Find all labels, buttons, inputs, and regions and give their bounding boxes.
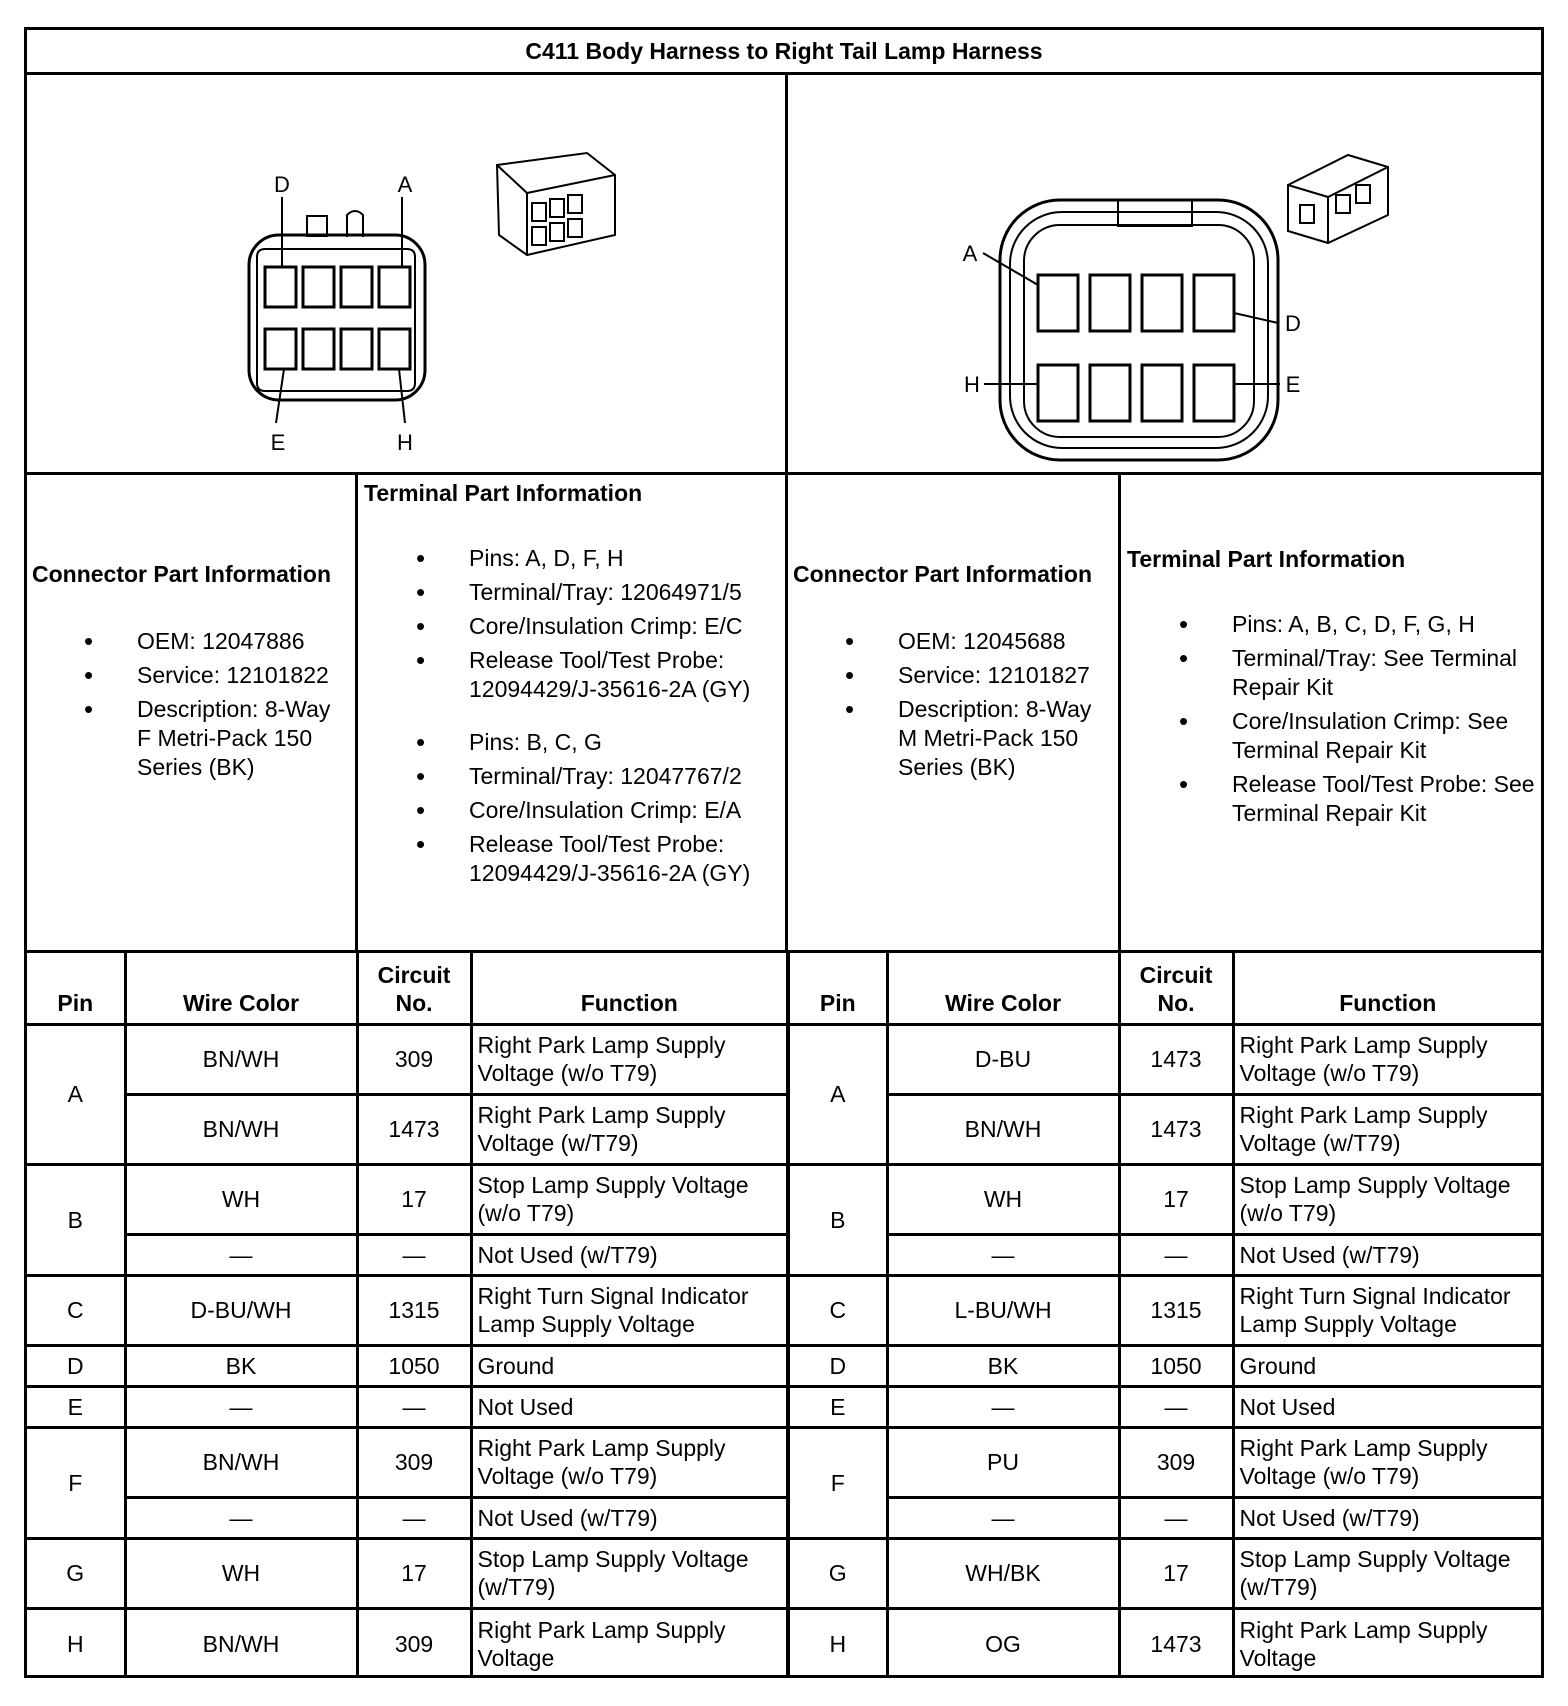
wire-color-cell: BK bbox=[887, 1345, 1119, 1386]
table-header-row bbox=[27, 953, 1541, 1024]
pin-cell: D bbox=[27, 1345, 125, 1386]
pin-cell: C bbox=[788, 1275, 887, 1345]
pin-cell: H bbox=[788, 1608, 887, 1678]
pin-label-h: H bbox=[397, 430, 413, 455]
wire-color-cell: BK bbox=[125, 1345, 357, 1386]
list-item: • Release Tool/Test Probe: 12094429/J-35616-2A (GY) bbox=[364, 830, 779, 888]
header-function: Function bbox=[1233, 953, 1541, 1024]
pin-label-d: D bbox=[274, 172, 290, 197]
function-cell: Right Park Lamp Supply Voltage (w/o T79) bbox=[471, 1427, 788, 1497]
wire-color-cell: PU bbox=[887, 1427, 1119, 1497]
wire-color-cell: L-BU/WH bbox=[887, 1275, 1119, 1345]
function-cell: Ground bbox=[471, 1345, 788, 1386]
circuit-cell: 1473 bbox=[1119, 1094, 1233, 1164]
function-cell: Not Used (w/T79) bbox=[471, 1234, 788, 1275]
pin-cell: C bbox=[27, 1275, 125, 1345]
function-cell: Right Park Lamp Supply Voltage (w/T79) bbox=[1233, 1094, 1541, 1164]
pin-label-a: A bbox=[962, 241, 978, 266]
pin-cell: E bbox=[27, 1386, 125, 1427]
wire-color-cell: — bbox=[125, 1234, 357, 1275]
function-cell: Not Used bbox=[1233, 1386, 1541, 1427]
circuit-cell: 309 bbox=[1119, 1427, 1233, 1497]
pin-label-e: E bbox=[1285, 372, 1301, 397]
wire-color-cell: OG bbox=[887, 1608, 1119, 1678]
function-cell: Not Used (w/T79) bbox=[471, 1497, 788, 1538]
circuit-cell: — bbox=[1119, 1234, 1233, 1275]
wire-color-cell: WH bbox=[887, 1164, 1119, 1234]
list-item: • OEM: 12045688 bbox=[793, 627, 1112, 656]
function-cell: Right Park Lamp Supply Voltage (w/o T79) bbox=[471, 1024, 788, 1094]
left-connector-diagram bbox=[27, 75, 788, 472]
circuit-cell: 1050 bbox=[357, 1345, 471, 1386]
wire-color-cell: BN/WH bbox=[887, 1094, 1119, 1164]
function-cell: Not Used (w/T79) bbox=[1233, 1497, 1541, 1538]
header-function: Function bbox=[471, 953, 788, 1024]
pin-cell: A bbox=[27, 1024, 125, 1164]
table-row bbox=[27, 1234, 1541, 1275]
wire-color-cell: — bbox=[125, 1497, 357, 1538]
function-cell: Right Turn Signal Indicator Lamp Supply Voltage bbox=[1233, 1275, 1541, 1345]
header-pin: Pin bbox=[27, 953, 125, 1024]
table-row bbox=[27, 1024, 1541, 1094]
pin-cell: A bbox=[788, 1024, 887, 1164]
list-item: • Core/Insulation Crimp: E/C bbox=[364, 612, 779, 641]
wire-color-cell: — bbox=[887, 1386, 1119, 1427]
list-item: • Terminal/Tray: 12047767/2 bbox=[364, 762, 779, 791]
pin-cell: E bbox=[788, 1386, 887, 1427]
circuit-cell: 309 bbox=[357, 1427, 471, 1497]
circuit-cell: 17 bbox=[357, 1538, 471, 1608]
function-cell: Stop Lamp Supply Voltage (w/o T79) bbox=[1233, 1164, 1541, 1234]
left-connector-info bbox=[27, 475, 358, 950]
sheet-title: C411 Body Harness to Right Tail Lamp Harness bbox=[27, 30, 1541, 75]
wire-color-cell: BN/WH bbox=[125, 1094, 357, 1164]
wire-color-cell: WH bbox=[125, 1164, 357, 1234]
table-row bbox=[27, 1497, 1541, 1538]
function-cell: Right Park Lamp Supply Voltage bbox=[1233, 1608, 1541, 1678]
circuit-cell: 17 bbox=[357, 1164, 471, 1234]
right-connector-list bbox=[793, 627, 1112, 782]
left-connector-heading: Connector Part Information bbox=[32, 561, 332, 587]
list-item: • Release Tool/Test Probe: See Terminal Repair Kit bbox=[1127, 770, 1535, 828]
header-pin: Pin bbox=[788, 953, 887, 1024]
part-information-row bbox=[27, 472, 1541, 953]
list-item: • Terminal/Tray: 12064971/5 bbox=[364, 578, 779, 607]
circuit-cell: — bbox=[1119, 1497, 1233, 1538]
table-row bbox=[27, 1538, 1541, 1608]
function-cell: Right Park Lamp Supply Voltage (w/o T79) bbox=[1233, 1024, 1541, 1094]
header-wire-color: Wire Color bbox=[125, 953, 357, 1024]
function-cell: Stop Lamp Supply Voltage (w/T79) bbox=[1233, 1538, 1541, 1608]
pin-label-d: D bbox=[1285, 311, 1301, 336]
wire-color-cell: D-BU/WH bbox=[125, 1275, 357, 1345]
circuit-cell: — bbox=[357, 1497, 471, 1538]
pin-label-a: A bbox=[397, 172, 413, 197]
pin-cell: D bbox=[788, 1345, 887, 1386]
left-terminal-heading: Terminal Part Information bbox=[364, 480, 643, 506]
list-item: • Service: 12101827 bbox=[793, 661, 1112, 690]
list-item: • Release Tool/Test Probe: 12094429/J-35616-2A (GY) bbox=[364, 646, 779, 704]
pin-cell: F bbox=[27, 1427, 125, 1538]
wire-color-cell: — bbox=[125, 1386, 357, 1427]
circuit-cell: 1315 bbox=[357, 1275, 471, 1345]
right-terminal-info bbox=[1121, 475, 1541, 950]
female-connector-drawing bbox=[27, 75, 785, 472]
circuit-cell: 1473 bbox=[1119, 1024, 1233, 1094]
table-row bbox=[27, 1345, 1541, 1386]
list-item: • Description: 8-Way F Metri-Pack 150 Series (BK) bbox=[32, 695, 349, 782]
list-item: • Service: 12101822 bbox=[32, 661, 349, 690]
pin-label-h: H bbox=[964, 372, 980, 397]
circuit-cell: 1473 bbox=[1119, 1608, 1233, 1678]
table-row bbox=[27, 1427, 1541, 1497]
circuit-cell: — bbox=[1119, 1386, 1233, 1427]
function-cell: Right Turn Signal Indicator Lamp Supply Voltage bbox=[471, 1275, 788, 1345]
left-terminal-info bbox=[358, 475, 788, 950]
wire-color-cell: WH/BK bbox=[887, 1538, 1119, 1608]
wire-color-cell: — bbox=[887, 1234, 1119, 1275]
circuit-cell: 1315 bbox=[1119, 1275, 1233, 1345]
left-connector-list bbox=[32, 627, 349, 782]
list-item: • Core/Insulation Crimp: E/A bbox=[364, 796, 779, 825]
header-wire-color: Wire Color bbox=[887, 953, 1119, 1024]
wire-color-cell: D-BU bbox=[887, 1024, 1119, 1094]
table-row bbox=[27, 1608, 1541, 1678]
list-item: • Pins: A, D, F, H bbox=[364, 544, 779, 573]
right-connector-heading: Connector Part Information bbox=[793, 561, 1093, 587]
pin-cell: H bbox=[27, 1608, 125, 1678]
pin-cell: G bbox=[788, 1538, 887, 1608]
connector-sheet bbox=[24, 27, 1544, 1678]
wire-color-cell: — bbox=[887, 1497, 1119, 1538]
function-cell: Not Used (w/T79) bbox=[1233, 1234, 1541, 1275]
pin-label-e: E bbox=[270, 430, 286, 455]
list-item: • Description: 8-Way M Metri-Pack 150 Series (BK) bbox=[793, 695, 1112, 782]
function-cell: Stop Lamp Supply Voltage (w/o T79) bbox=[471, 1164, 788, 1234]
function-cell: Right Park Lamp Supply Voltage bbox=[471, 1608, 788, 1678]
left-terminal-list bbox=[364, 544, 779, 888]
circuit-cell: 309 bbox=[357, 1024, 471, 1094]
function-cell: Right Park Lamp Supply Voltage (w/T79) bbox=[471, 1094, 788, 1164]
list-item: • Pins: B, C, G bbox=[364, 728, 779, 757]
function-cell: Stop Lamp Supply Voltage (w/T79) bbox=[471, 1538, 788, 1608]
right-connector-diagram bbox=[788, 75, 1541, 472]
circuit-cell: 17 bbox=[1119, 1538, 1233, 1608]
wire-color-cell: BN/WH bbox=[125, 1608, 357, 1678]
table-row bbox=[27, 1094, 1541, 1164]
male-connector-drawing bbox=[788, 75, 1541, 472]
wire-color-cell: BN/WH bbox=[125, 1024, 357, 1094]
circuit-cell: 1473 bbox=[357, 1094, 471, 1164]
table-row bbox=[27, 1275, 1541, 1345]
circuit-cell: — bbox=[357, 1386, 471, 1427]
table-row bbox=[27, 1386, 1541, 1427]
function-cell: Ground bbox=[1233, 1345, 1541, 1386]
right-connector-info bbox=[788, 475, 1121, 950]
wire-color-cell: BN/WH bbox=[125, 1427, 357, 1497]
pin-cell: B bbox=[27, 1164, 125, 1275]
function-cell: Right Park Lamp Supply Voltage (w/o T79) bbox=[1233, 1427, 1541, 1497]
wire-color-cell: WH bbox=[125, 1538, 357, 1608]
list-item: • Core/Insulation Crimp: See Terminal Repair Kit bbox=[1127, 707, 1535, 765]
table-row bbox=[27, 1164, 1541, 1234]
list-item: • Pins: A, B, C, D, F, G, H bbox=[1127, 610, 1535, 639]
circuit-cell: — bbox=[357, 1234, 471, 1275]
header-circuit-no: Circuit No. bbox=[1119, 953, 1233, 1024]
circuit-cell: 309 bbox=[357, 1608, 471, 1678]
header-circuit-no: Circuit No. bbox=[357, 953, 471, 1024]
pin-cell: G bbox=[27, 1538, 125, 1608]
circuit-cell: 17 bbox=[1119, 1164, 1233, 1234]
pinout-table bbox=[27, 953, 1541, 1678]
circuit-cell: 1050 bbox=[1119, 1345, 1233, 1386]
function-cell: Not Used bbox=[471, 1386, 788, 1427]
list-item: • OEM: 12047886 bbox=[32, 627, 349, 656]
pin-cell: B bbox=[788, 1164, 887, 1275]
right-terminal-heading: Terminal Part Information bbox=[1127, 546, 1406, 572]
pin-cell: F bbox=[788, 1427, 887, 1538]
list-item: • Terminal/Tray: See Terminal Repair Kit bbox=[1127, 644, 1535, 702]
right-terminal-list bbox=[1127, 610, 1535, 828]
